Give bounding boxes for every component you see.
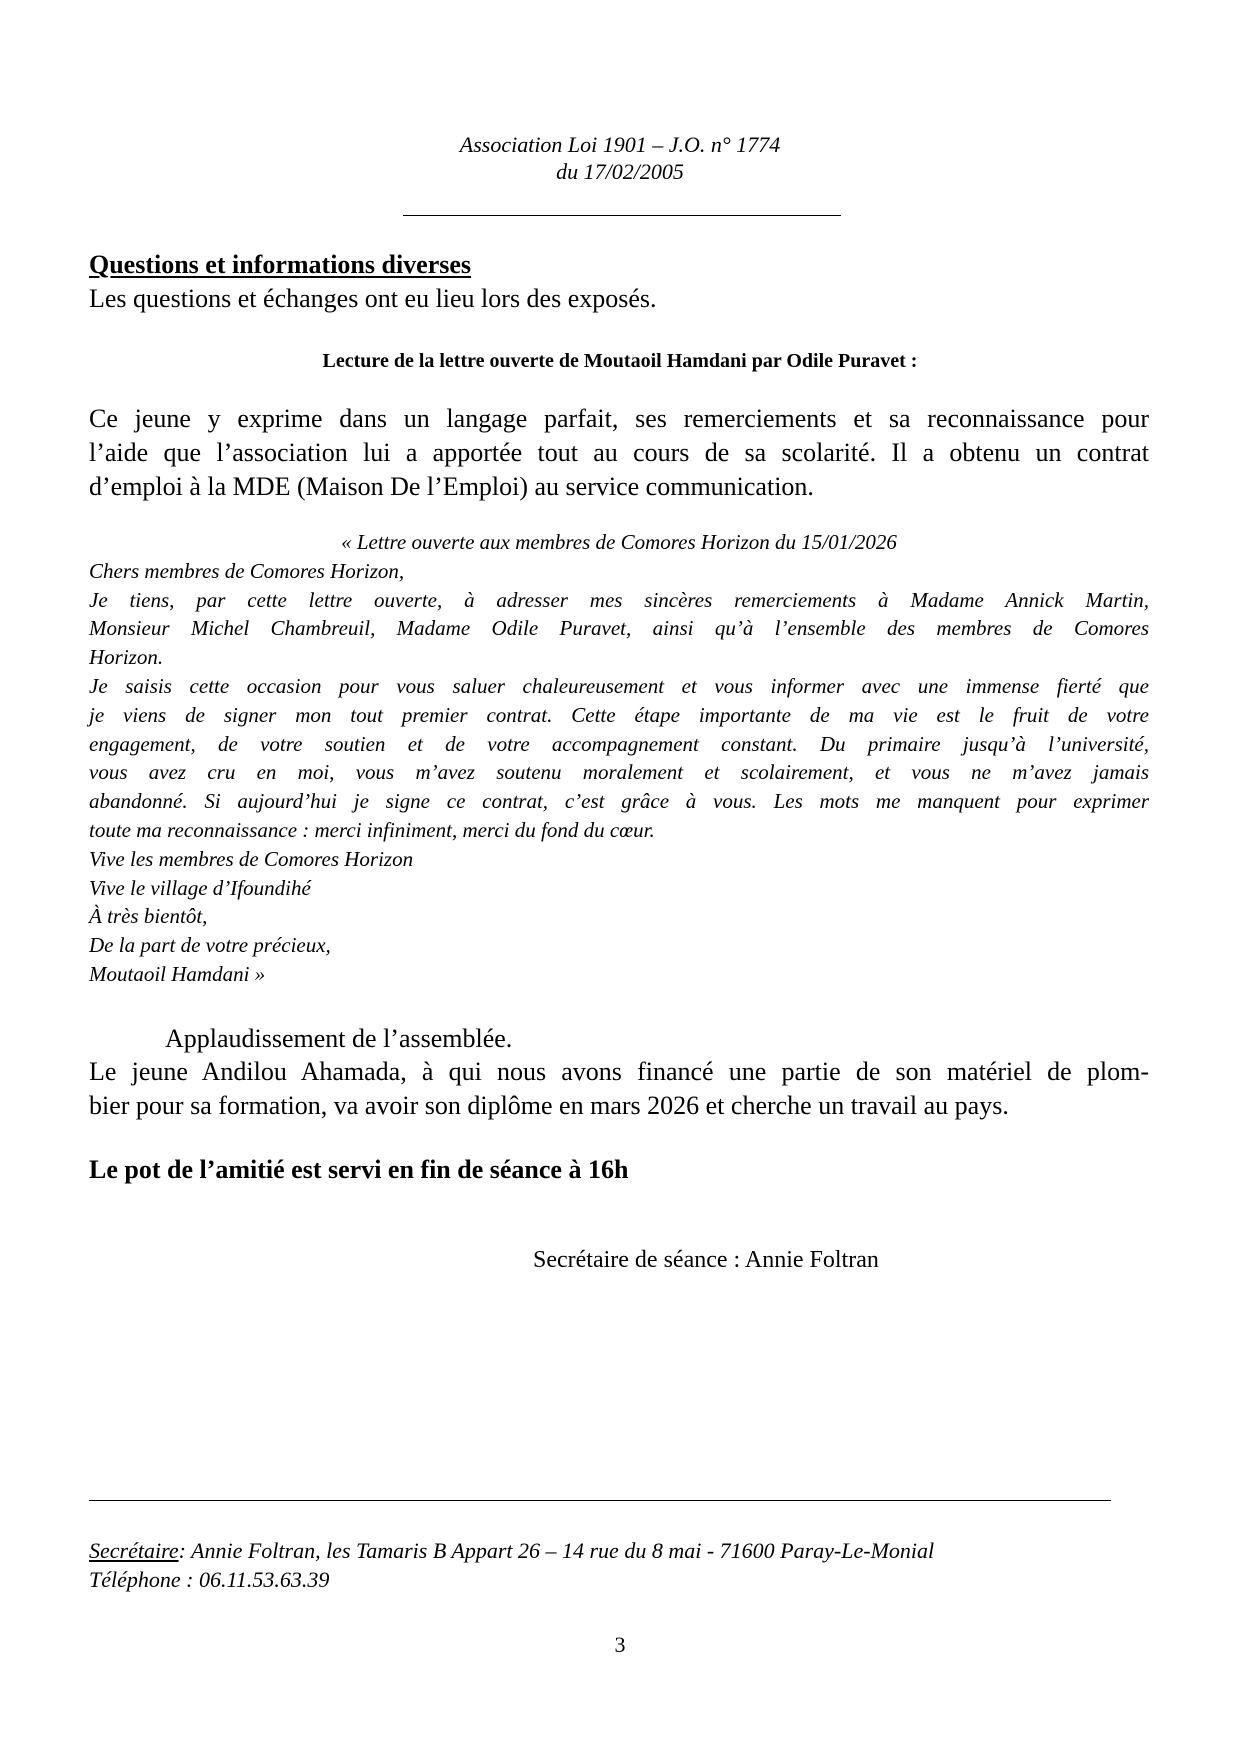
letter-line: Je saisis cette occasion pour vous saluer chaleureusement et vous informer avec une immense fierté que (89, 673, 1149, 698)
letter-line: Horizon. (89, 645, 164, 670)
footer-contact (89, 1536, 934, 1594)
letter-line: Vive le village d’Ifoundihé (89, 875, 311, 900)
letter-line: engagement, de votre soutien et de votre accompagnement constant. Du primaire jusqu’à l’université, (89, 731, 1149, 756)
open-letter (89, 528, 1149, 989)
letter-line: De la part de votre précieux, (89, 933, 331, 958)
header-divider (403, 215, 841, 216)
page-number: 3 (614, 1632, 626, 1657)
letter-signature: Moutaoil Hamdani » (89, 961, 266, 986)
letter-line: vous avez cru en moi, vous m’avez soutenu moralement et scolairement, et vous ne m’avez jamais (89, 760, 1149, 785)
paragraph-line: Ce jeune y exprime dans un langage parfait, ses remerciements et sa reconnaissance pour (89, 404, 1149, 433)
header-date-line: du 17/02/2005 (556, 159, 684, 184)
section-heading: Questions et informations diverses (89, 250, 472, 279)
paragraph-line: l’aide que l’association lui a apportée tout au cours de sa scolarité. Il a obtenu un contrat (89, 438, 1149, 467)
letter-reading-subtitle: Lecture de la lettre ouverte de Moutaoil Hamdani par Odile Puravet : (322, 350, 918, 372)
closing-announcement: Le pot de l’amitié est servi en fin de séance à 16h (89, 1155, 629, 1184)
letter-line: abandonné. Si aujourd’hui je signe ce contrat, c’est grâce à vous. Les mots me manquent pour exprimer (89, 789, 1149, 814)
letter-title: « Lettre ouverte aux membres de Comores Horizon du 15/01/2026 (341, 530, 897, 554)
letter-line: À très bientôt, (89, 904, 208, 929)
header-association-line: Association Loi 1901 – J.O. n° 1774 (459, 132, 781, 157)
letter-line: je viens de signer mon tout premier contrat. Cette étape importante de ma vie est le fruit de votre (89, 702, 1149, 727)
section-paragraph (89, 402, 1149, 504)
paragraph-line: bier pour sa formation, va avoir son diplôme en mars 2026 et cherche un travail au pays. (89, 1091, 1009, 1120)
letter-line: toute ma reconnaissance : merci infiniment, merci du fond du cœur. (89, 817, 655, 842)
letter-line: Monsieur Michel Chambreuil, Madame Odile Puravet, ainsi qu’à l’ensemble des membres de Comores (89, 616, 1149, 641)
session-secretary-signature: Secrétaire de séance : Annie Foltran (533, 1247, 879, 1273)
footer-secretary-label: Secrétaire (89, 1538, 179, 1563)
section-intro: Les questions et échanges ont eu lieu lors des exposés. (89, 284, 657, 313)
footer-phone: Téléphone : 06.11.53.63.39 (89, 1567, 330, 1592)
letter-line: Chers membres de Comores Horizon, (89, 558, 405, 583)
letter-line: Je tiens, par cette lettre ouverte, à adresser mes sincères remerciements à Madame Annick Martin, (89, 587, 1149, 612)
paragraph-line: Le jeune Andilou Ahamada, à qui nous avons financé une partie de son matériel de plom- (89, 1057, 1149, 1086)
footer-address: : Annie Foltran, les Tamaris B Appart 26 – 14 rue du 8 mai - 71600 Paray-Le-Monial (178, 1538, 935, 1563)
letter-line: Vive les membres de Comores Horizon (89, 846, 414, 871)
andilou-paragraph (89, 1055, 1149, 1123)
footer-divider (89, 1500, 1111, 1501)
applause-line: Applaudissement de l’assemblée. (165, 1024, 513, 1053)
paragraph-line: d’emploi à la MDE (Maison De l’Emploi) au service communication. (89, 472, 814, 501)
